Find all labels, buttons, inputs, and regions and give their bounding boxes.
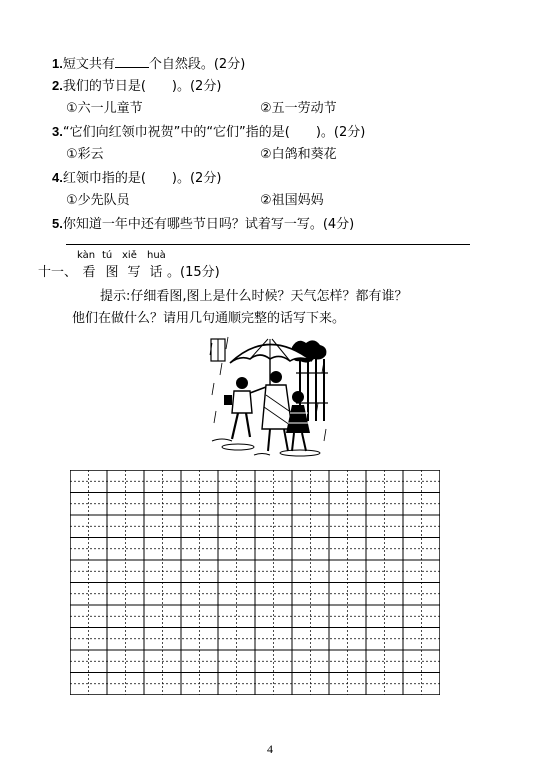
section-char: 图: [105, 265, 119, 280]
option-q4-2[interactable]: ②祖国妈妈: [260, 193, 324, 208]
section-char: 写: [127, 265, 141, 280]
page-number: 4: [267, 742, 273, 756]
question-text: “它们向红领巾祝贺”中的“它们”指的是( )。(2分): [62, 125, 366, 140]
question-4: [52, 170, 221, 187]
option-q2-1[interactable]: ①六一儿童节: [66, 101, 143, 116]
question-number: 2.: [52, 78, 63, 93]
section-title: [38, 265, 220, 281]
question-number: 5.: [52, 216, 63, 231]
question-text: 短文共有: [62, 57, 115, 72]
answer-line[interactable]: [66, 244, 470, 245]
writing-grid[interactable]: [70, 470, 440, 695]
option-q3-1[interactable]: ①彩云: [66, 147, 104, 162]
question-number: 3.: [52, 124, 63, 139]
section-char: 看: [82, 265, 96, 280]
hint-line-1: 提示:仔细看图,图上是什么时候？天气怎样？都有谁？: [100, 289, 408, 304]
question-number: 4.: [52, 170, 63, 185]
pinyin-hua: huà: [147, 250, 166, 261]
pinyin-tu: tú: [102, 250, 113, 261]
pinyin-kan: kàn: [77, 250, 96, 261]
option-q2-2[interactable]: ②五一劳动节: [260, 101, 337, 116]
option-q4-1[interactable]: ①少先队员: [66, 193, 130, 208]
question-5: [52, 216, 354, 233]
question-text: 个自然段。(2分): [148, 57, 246, 72]
section-char: 话: [149, 265, 163, 280]
umbrella-rain-family-illustration: [208, 333, 332, 459]
question-number: 1.: [52, 56, 63, 71]
question-text: 我们的节日是( )。(2分): [62, 79, 222, 94]
section-number: 十一、: [38, 265, 78, 280]
section-score: 。(15分): [167, 265, 220, 280]
question-3: [52, 124, 365, 141]
question-1: [52, 55, 245, 73]
question-2: [52, 78, 221, 95]
question-text: 红领巾指的是( )。(2分): [62, 171, 222, 186]
pinyin-xie: xiě: [122, 250, 137, 261]
question-text: 你知道一年中还有哪些节日吗？试着写一写。(4分): [62, 217, 355, 232]
option-q3-2[interactable]: ②白鸽和葵花: [260, 147, 337, 162]
hint-line-2: 他们在做什么？请用几句通顺完整的话写下来。: [72, 311, 346, 326]
answer-blank[interactable]: [115, 55, 149, 68]
